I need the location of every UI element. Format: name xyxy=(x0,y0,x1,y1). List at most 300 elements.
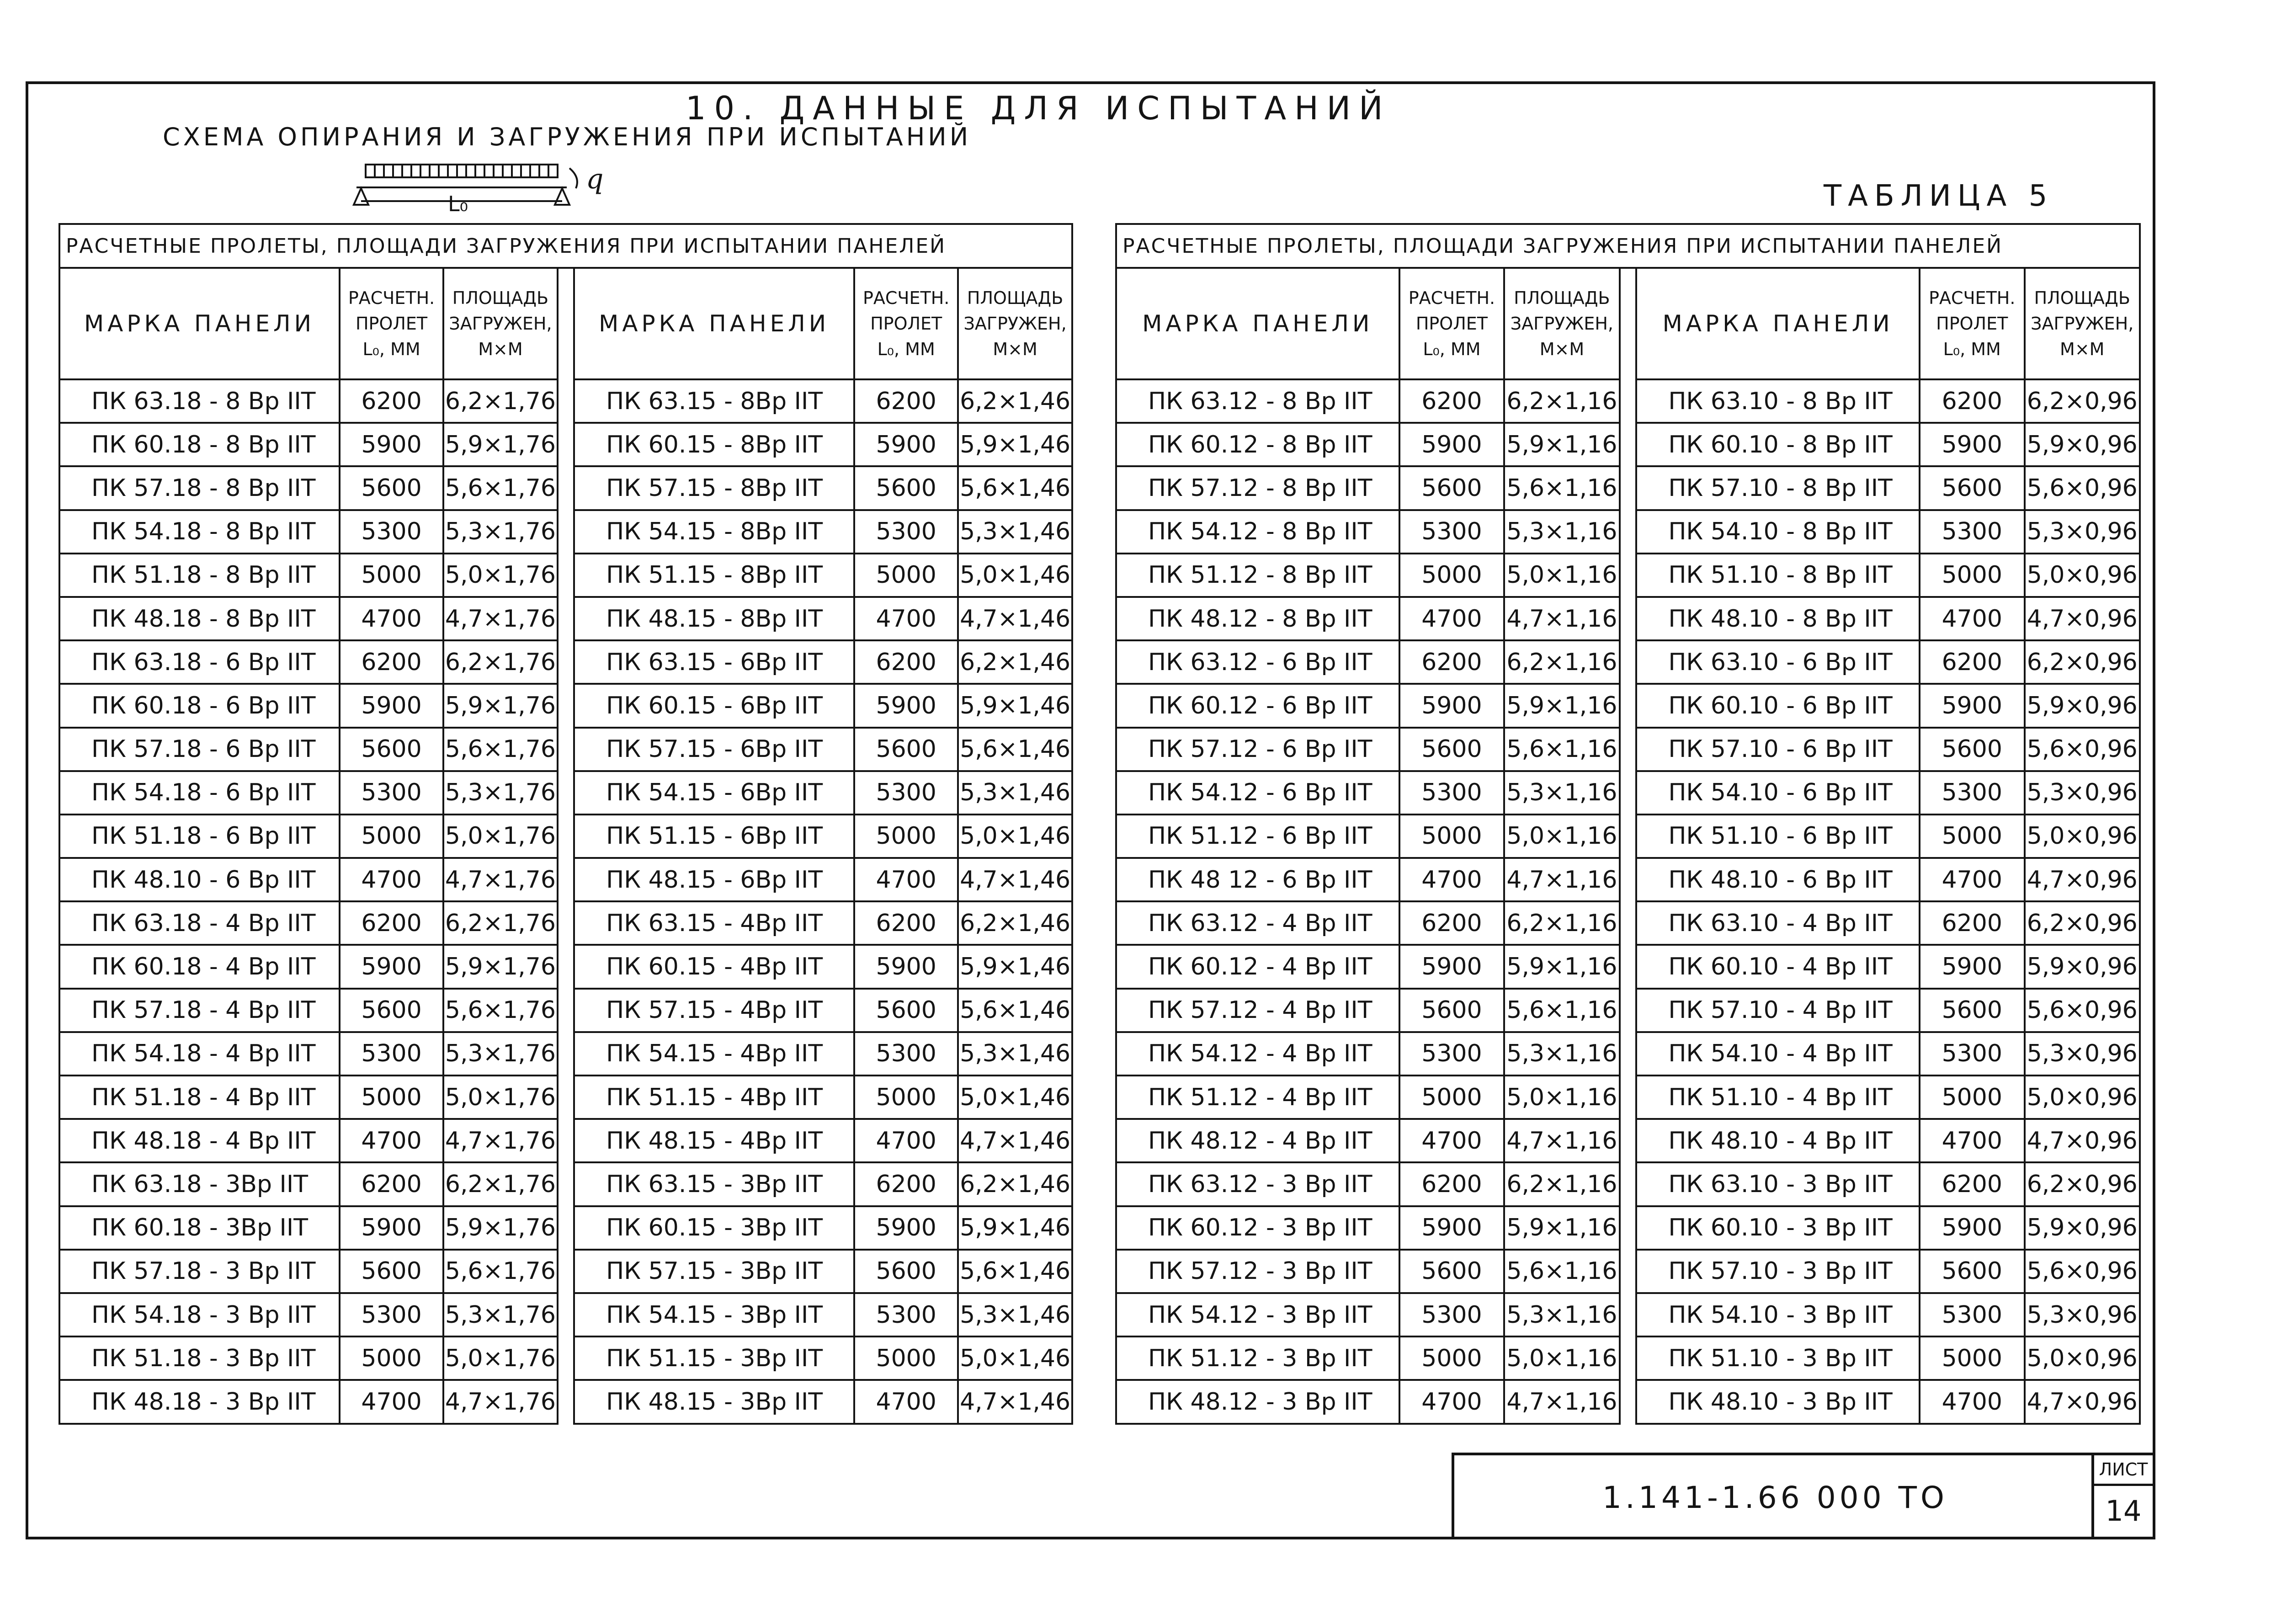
table-row xyxy=(59,728,1072,771)
area-value: 5,0×1,76 xyxy=(443,1336,558,1380)
span-value: 5900 xyxy=(854,945,958,988)
span-value: 5600 xyxy=(1399,466,1505,510)
table-row xyxy=(59,1162,1072,1206)
panel-mark: ПК 48.12 - 8 Вр IIТ xyxy=(1116,597,1399,640)
span-value: 5900 xyxy=(340,684,443,727)
column-gap xyxy=(558,1076,574,1119)
column-gap xyxy=(558,1336,574,1380)
column-gap xyxy=(1620,466,1637,510)
table-row xyxy=(59,1076,1072,1119)
table-row xyxy=(59,901,1072,945)
area-value: 5,9×1,16 xyxy=(1504,1206,1619,1250)
table-row xyxy=(1116,379,2140,423)
span-value: 5000 xyxy=(854,1076,958,1119)
span-value: 5600 xyxy=(1920,466,2025,510)
title-block xyxy=(1452,1453,2155,1539)
area-value: 6,2×1,46 xyxy=(958,379,1072,423)
panel-mark: ПК 57.12 - 3 Вр IIТ xyxy=(1116,1250,1399,1293)
panel-mark: ПК 48.10 - 3 Вр IIТ xyxy=(1636,1380,1920,1423)
table-row xyxy=(1116,1336,2140,1380)
area-value: 5,6×1,16 xyxy=(1504,989,1619,1032)
right-table xyxy=(1115,223,2141,1425)
span-value: 5600 xyxy=(854,728,958,771)
area-value: 5,6×1,46 xyxy=(958,466,1072,510)
area-value: 5,0×1,16 xyxy=(1504,1336,1619,1380)
span-value: 4700 xyxy=(1399,858,1505,901)
panel-mark: ПК 57.12 - 4 Вр IIТ xyxy=(1116,989,1399,1032)
panel-mark: ПК 60.15 - 3Вр IIТ xyxy=(574,1206,854,1250)
panel-mark: ПК 60.10 - 4 Вр IIТ xyxy=(1636,945,1920,988)
panel-mark: ПК 54.15 - 3Вр IIТ xyxy=(574,1293,854,1336)
area-value: 5,0×1,46 xyxy=(958,815,1072,858)
area-value: 5,3×1,76 xyxy=(443,510,558,554)
span-value: 5900 xyxy=(1399,1206,1505,1250)
table-row xyxy=(1116,510,2140,554)
span-value: 6200 xyxy=(1399,901,1505,945)
panel-mark: ПК 54.10 - 8 Вр IIТ xyxy=(1636,510,1920,554)
table-row xyxy=(1116,1076,2140,1119)
column-gap xyxy=(558,901,574,945)
area-value: 4,7×0,96 xyxy=(2025,597,2140,640)
span-value: 5300 xyxy=(854,1293,958,1336)
span-value: 6200 xyxy=(1399,640,1505,684)
area-value: 5,6×0,96 xyxy=(2025,1250,2140,1293)
panel-mark: ПК 48.10 - 6 Вр IIТ xyxy=(59,858,340,901)
area-value: 6,2×1,46 xyxy=(958,1162,1072,1206)
span-value: 5000 xyxy=(1399,554,1505,597)
span-value: 5000 xyxy=(1399,1336,1505,1380)
area-value: 5,3×1,76 xyxy=(443,771,558,815)
area-value: 6,2×1,76 xyxy=(443,640,558,684)
table-row xyxy=(59,815,1072,858)
area-value: 4,7×1,76 xyxy=(443,597,558,640)
span-value: 5600 xyxy=(854,1250,958,1293)
table-row xyxy=(1116,989,2140,1032)
area-value: 5,9×1,16 xyxy=(1504,684,1619,727)
area-value: 5,9×1,76 xyxy=(443,684,558,727)
column-gap xyxy=(558,989,574,1032)
table-row xyxy=(1116,1380,2140,1423)
panel-mark: ПК 60.10 - 3 Вр IIТ xyxy=(1636,1206,1920,1250)
panel-mark: ПК 51.18 - 8 Вр IIТ xyxy=(59,554,340,597)
table-row xyxy=(59,466,1072,510)
panel-mark: ПК 60.15 - 8Вр IIТ xyxy=(574,423,854,466)
column-gap xyxy=(1620,640,1637,684)
area-value: 5,6×1,46 xyxy=(958,728,1072,771)
column-gap xyxy=(1620,989,1637,1032)
table-row xyxy=(59,989,1072,1032)
area-value: 5,0×1,16 xyxy=(1504,815,1619,858)
panel-mark: ПК 48.18 - 8 Вр IIТ xyxy=(59,597,340,640)
area-value: 4,7×0,96 xyxy=(2025,1380,2140,1423)
panel-mark: ПК 51.12 - 4 Вр IIТ xyxy=(1116,1076,1399,1119)
table-row xyxy=(1116,858,2140,901)
panel-mark: ПК 60.12 - 3 Вр IIТ xyxy=(1116,1206,1399,1250)
area-value: 5,9×1,76 xyxy=(443,1206,558,1250)
table-row xyxy=(59,597,1072,640)
panel-mark: ПК 51.18 - 3 Вр IIТ xyxy=(59,1336,340,1380)
span-value: 5300 xyxy=(1920,1032,2025,1076)
panel-mark: ПК 51.12 - 8 Вр IIТ xyxy=(1116,554,1399,597)
area-value: 5,6×1,16 xyxy=(1504,728,1619,771)
area-value: 4,7×1,46 xyxy=(958,1119,1072,1162)
area-value: 5,0×0,96 xyxy=(2025,554,2140,597)
panel-mark: ПК 57.15 - 3Вр IIТ xyxy=(574,1250,854,1293)
area-value: 5,9×1,46 xyxy=(958,1206,1072,1250)
span-value: 5000 xyxy=(340,1336,443,1380)
column-gap xyxy=(1620,728,1637,771)
panel-mark: ПК 57.10 - 3 Вр IIТ xyxy=(1636,1250,1920,1293)
panel-mark: ПК 54.18 - 4 Вр IIТ xyxy=(59,1032,340,1076)
area-value: 5,3×1,46 xyxy=(958,1293,1072,1336)
area-value: 5,9×1,46 xyxy=(958,423,1072,466)
column-gap xyxy=(558,684,574,727)
col-header-span: РАСЧЕТН. ПРОЛЕТ L₀, ММ xyxy=(1399,268,1505,379)
table-row xyxy=(1116,1293,2140,1336)
table-row xyxy=(1116,728,2140,771)
area-value: 5,3×1,16 xyxy=(1504,1032,1619,1076)
panel-mark: ПК 57.18 - 4 Вр IIТ xyxy=(59,989,340,1032)
col-header-area: ПЛОЩАДЬ ЗАГРУЖЕН, М×М xyxy=(2025,268,2140,379)
span-value: 4700 xyxy=(340,597,443,640)
panel-mark: ПК 57.12 - 8 Вр IIТ xyxy=(1116,466,1399,510)
span-value: 5900 xyxy=(1399,684,1505,727)
area-value: 6,2×1,16 xyxy=(1504,901,1619,945)
scheme-load-band xyxy=(366,165,558,177)
table-row xyxy=(59,1119,1072,1162)
panel-mark: ПК 63.12 - 4 Вр IIТ xyxy=(1116,901,1399,945)
span-value: 5000 xyxy=(854,554,958,597)
panel-mark: ПК 48.15 - 4Вр IIТ xyxy=(574,1119,854,1162)
panel-mark: ПК 63.10 - 3 Вр IIТ xyxy=(1636,1162,1920,1206)
span-value: 5900 xyxy=(340,423,443,466)
area-value: 5,0×1,76 xyxy=(443,1076,558,1119)
column-gap xyxy=(558,466,574,510)
panel-mark: ПК 51.18 - 4 Вр IIТ xyxy=(59,1076,340,1119)
panel-mark: ПК 63.15 - 8Вр IIТ xyxy=(574,379,854,423)
span-value: 5000 xyxy=(1399,1076,1505,1119)
column-gap xyxy=(1620,510,1637,554)
col-header-span: РАСЧЕТН. ПРОЛЕТ L₀, ММ xyxy=(340,268,443,379)
span-value: 6200 xyxy=(854,1162,958,1206)
table-row xyxy=(1116,423,2140,466)
area-value: 5,3×1,46 xyxy=(958,1032,1072,1076)
area-value: 4,7×1,16 xyxy=(1504,858,1619,901)
panel-mark: ПК 63.10 - 8 Вр IIТ xyxy=(1636,379,1920,423)
span-value: 5000 xyxy=(340,815,443,858)
panel-mark: ПК 54.10 - 6 Вр IIТ xyxy=(1636,771,1920,815)
panel-mark: ПК 54.15 - 4Вр IIТ xyxy=(574,1032,854,1076)
column-gap xyxy=(558,640,574,684)
panel-mark: ПК 63.18 - 3Вр IIТ xyxy=(59,1162,340,1206)
column-gap xyxy=(1620,554,1637,597)
panel-mark: ПК 57.12 - 6 Вр IIТ xyxy=(1116,728,1399,771)
panel-mark: ПК 51.10 - 6 Вр IIТ xyxy=(1636,815,1920,858)
span-value: 6200 xyxy=(854,901,958,945)
table-row xyxy=(1116,684,2140,727)
left-group-caption: РАСЧЕТНЫЕ ПРОЛЕТЫ, ПЛОЩАДИ ЗАГРУЖЕНИЯ ПРИ ИСПЫТАНИИ ПАНЕЛЕЙ xyxy=(59,224,1072,268)
area-value: 5,0×1,16 xyxy=(1504,554,1619,597)
left-table xyxy=(59,223,1073,1425)
table-row xyxy=(1116,1119,2140,1162)
area-value: 5,0×1,46 xyxy=(958,1336,1072,1380)
area-value: 5,9×1,16 xyxy=(1504,423,1619,466)
right-table-body xyxy=(1116,379,2140,1424)
area-value: 5,9×0,96 xyxy=(2025,423,2140,466)
panel-mark: ПК 48.15 - 3Вр IIТ xyxy=(574,1380,854,1423)
span-value: 5300 xyxy=(1399,1032,1505,1076)
span-value: 6200 xyxy=(340,901,443,945)
area-value: 6,2×1,76 xyxy=(443,1162,558,1206)
span-value: 4700 xyxy=(1920,858,2025,901)
column-gap xyxy=(558,815,574,858)
span-value: 5300 xyxy=(854,1032,958,1076)
area-value: 5,9×1,16 xyxy=(1504,945,1619,988)
panel-mark: ПК 63.10 - 4 Вр IIТ xyxy=(1636,901,1920,945)
area-value: 5,9×1,76 xyxy=(443,945,558,988)
table-row xyxy=(59,510,1072,554)
panel-mark: ПК 63.15 - 6Вр IIТ xyxy=(574,640,854,684)
document-code: 1.141-1.66 000 ТО xyxy=(1602,1480,1948,1515)
span-value: 5000 xyxy=(340,554,443,597)
span-value: 5300 xyxy=(1920,771,2025,815)
column-gap xyxy=(1620,1076,1637,1119)
panel-mark: ПК 63.12 - 6 Вр IIТ xyxy=(1116,640,1399,684)
area-value: 5,6×1,46 xyxy=(958,1250,1072,1293)
table-row xyxy=(59,945,1072,988)
panel-mark: ПК 60.12 - 6 Вр IIТ xyxy=(1116,684,1399,727)
col-gap xyxy=(558,268,574,379)
panel-mark: ПК 57.15 - 8Вр IIТ xyxy=(574,466,854,510)
panel-mark: ПК 60.18 - 8 Вр IIТ xyxy=(59,423,340,466)
col-header-span: РАСЧЕТН. ПРОЛЕТ L₀, ММ xyxy=(1920,268,2025,379)
column-gap xyxy=(1620,945,1637,988)
span-value: 5300 xyxy=(340,1032,443,1076)
span-value: 5300 xyxy=(1920,1293,2025,1336)
panel-mark: ПК 57.18 - 8 Вр IIТ xyxy=(59,466,340,510)
column-gap xyxy=(1620,1336,1637,1380)
area-value: 5,3×1,46 xyxy=(958,771,1072,815)
area-value: 6,2×1,16 xyxy=(1504,379,1619,423)
panel-mark: ПК 48.12 - 4 Вр IIТ xyxy=(1116,1119,1399,1162)
span-value: 6200 xyxy=(1920,379,2025,423)
area-value: 5,6×0,96 xyxy=(2025,989,2140,1032)
table-row xyxy=(1116,466,2140,510)
column-gap xyxy=(558,1119,574,1162)
area-value: 4,7×1,46 xyxy=(958,1380,1072,1423)
panel-mark: ПК 48.15 - 6Вр IIТ xyxy=(574,858,854,901)
area-value: 5,0×0,96 xyxy=(2025,1336,2140,1380)
area-value: 5,6×1,76 xyxy=(443,466,558,510)
span-value: 6200 xyxy=(854,640,958,684)
span-value: 5300 xyxy=(1399,510,1505,554)
col-header-area: ПЛОЩАДЬ ЗАГРУЖЕН, М×М xyxy=(958,268,1072,379)
panel-mark: ПК 51.15 - 3Вр IIТ xyxy=(574,1336,854,1380)
panel-mark: ПК 57.10 - 8 Вр IIТ xyxy=(1636,466,1920,510)
scheme-load-hatch xyxy=(375,165,548,177)
area-value: 5,3×0,96 xyxy=(2025,1293,2140,1336)
column-gap xyxy=(558,728,574,771)
table-row xyxy=(59,554,1072,597)
panel-mark: ПК 60.15 - 6Вр IIТ xyxy=(574,684,854,727)
area-value: 6,2×1,46 xyxy=(958,901,1072,945)
span-value: 4700 xyxy=(340,858,443,901)
column-gap xyxy=(1620,597,1637,640)
area-value: 5,3×1,76 xyxy=(443,1293,558,1336)
column-gap xyxy=(1620,901,1637,945)
panel-mark: ПК 48.10 - 8 Вр IIТ xyxy=(1636,597,1920,640)
area-value: 5,9×0,96 xyxy=(2025,945,2140,988)
panel-mark: ПК 51.10 - 8 Вр IIТ xyxy=(1636,554,1920,597)
column-gap xyxy=(1620,684,1637,727)
area-value: 5,3×0,96 xyxy=(2025,510,2140,554)
column-gap xyxy=(1620,1206,1637,1250)
area-value: 5,0×1,76 xyxy=(443,554,558,597)
area-value: 4,7×1,76 xyxy=(443,858,558,901)
right-table-group xyxy=(1115,223,2141,1425)
span-value: 5300 xyxy=(854,510,958,554)
area-value: 5,3×1,46 xyxy=(958,510,1072,554)
span-value: 5900 xyxy=(1920,684,2025,727)
panel-mark: ПК 54.18 - 8 Вр IIТ xyxy=(59,510,340,554)
column-gap xyxy=(558,1206,574,1250)
panel-mark: ПК 51.10 - 4 Вр IIТ xyxy=(1636,1076,1920,1119)
area-value: 5,6×0,96 xyxy=(2025,728,2140,771)
span-value: 5000 xyxy=(1920,1336,2025,1380)
area-value: 6,2×1,76 xyxy=(443,901,558,945)
table-row xyxy=(1116,597,2140,640)
area-value: 6,2×0,96 xyxy=(2025,379,2140,423)
span-value: 4700 xyxy=(854,1380,958,1423)
column-gap xyxy=(558,554,574,597)
area-value: 4,7×0,96 xyxy=(2025,1119,2140,1162)
span-value: 4700 xyxy=(1920,1380,2025,1423)
panel-mark: ПК 54.15 - 6Вр IIТ xyxy=(574,771,854,815)
table-row xyxy=(1116,1206,2140,1250)
column-gap xyxy=(558,379,574,423)
area-value: 5,9×1,46 xyxy=(958,684,1072,727)
panel-mark: ПК 51.15 - 6Вр IIТ xyxy=(574,815,854,858)
table-row xyxy=(59,379,1072,423)
span-value: 5600 xyxy=(854,989,958,1032)
panel-mark: ПК 60.18 - 4 Вр IIТ xyxy=(59,945,340,988)
area-value: 5,3×1,16 xyxy=(1504,771,1619,815)
span-value: 6200 xyxy=(1399,1162,1505,1206)
span-value: 5300 xyxy=(1399,1293,1505,1336)
column-gap xyxy=(1620,1250,1637,1293)
area-value: 5,9×0,96 xyxy=(2025,1206,2140,1250)
table-row xyxy=(59,1032,1072,1076)
span-value: 5300 xyxy=(340,510,443,554)
area-value: 5,9×1,76 xyxy=(443,423,558,466)
panel-mark: ПК 63.10 - 6 Вр IIТ xyxy=(1636,640,1920,684)
col-header-span: РАСЧЕТН. ПРОЛЕТ L₀, ММ xyxy=(854,268,958,379)
panel-mark: ПК 48 12 - 6 Вр IIТ xyxy=(1116,858,1399,901)
span-value: 5900 xyxy=(854,684,958,727)
col-header-mark: МАРКА ПАНЕЛИ xyxy=(59,268,340,379)
table-row xyxy=(59,1206,1072,1250)
span-value: 6200 xyxy=(1920,1162,2025,1206)
panel-mark: ПК 60.10 - 8 Вр IIТ xyxy=(1636,423,1920,466)
sheet-number-cell xyxy=(2091,1453,2155,1539)
area-value: 5,6×1,76 xyxy=(443,728,558,771)
span-value: 5600 xyxy=(1399,1250,1505,1293)
panel-mark: ПК 51.12 - 3 Вр IIТ xyxy=(1116,1336,1399,1380)
panel-mark: ПК 51.18 - 6 Вр IIТ xyxy=(59,815,340,858)
panel-mark: ПК 63.12 - 8 Вр IIТ xyxy=(1116,379,1399,423)
panel-mark: ПК 60.18 - 6 Вр IIТ xyxy=(59,684,340,727)
span-value: 4700 xyxy=(1920,1119,2025,1162)
span-value: 5600 xyxy=(854,466,958,510)
area-value: 5,0×1,46 xyxy=(958,1076,1072,1119)
panel-mark: ПК 54.12 - 4 Вр IIТ xyxy=(1116,1032,1399,1076)
panel-mark: ПК 48.18 - 4 Вр IIТ xyxy=(59,1119,340,1162)
span-value: 4700 xyxy=(1920,597,2025,640)
span-value: 5900 xyxy=(1920,423,2025,466)
table-row xyxy=(59,1250,1072,1293)
area-value: 6,2×1,16 xyxy=(1504,1162,1619,1206)
col-header-mark: МАРКА ПАНЕЛИ xyxy=(1636,268,1920,379)
panel-mark: ПК 54.12 - 3 Вр IIТ xyxy=(1116,1293,1399,1336)
area-value: 4,7×1,46 xyxy=(958,597,1072,640)
span-value: 4700 xyxy=(854,597,958,640)
span-value: 5600 xyxy=(1920,1250,2025,1293)
area-value: 5,3×1,76 xyxy=(443,1032,558,1076)
area-value: 6,2×1,76 xyxy=(443,379,558,423)
span-value: 5000 xyxy=(854,1336,958,1380)
table-row xyxy=(59,858,1072,901)
page-title: 10. ДАННЫЕ ДЛЯ ИСПЫТАНИЙ xyxy=(686,90,1391,127)
table-row xyxy=(59,1336,1072,1380)
area-value: 5,0×0,96 xyxy=(2025,1076,2140,1119)
span-value: 6200 xyxy=(340,379,443,423)
column-gap xyxy=(558,945,574,988)
panel-mark: ПК 60.15 - 4Вр IIТ xyxy=(574,945,854,988)
span-value: 4700 xyxy=(340,1119,443,1162)
column-gap xyxy=(558,1032,574,1076)
table-row xyxy=(1116,1162,2140,1206)
span-value: 5000 xyxy=(854,815,958,858)
table-row xyxy=(59,684,1072,727)
table-row xyxy=(59,771,1072,815)
panel-mark: ПК 60.12 - 4 Вр IIТ xyxy=(1116,945,1399,988)
table-row xyxy=(1116,901,2140,945)
span-value: 5900 xyxy=(854,423,958,466)
span-value: 5600 xyxy=(340,989,443,1032)
panel-mark: ПК 60.18 - 3Вр IIТ xyxy=(59,1206,340,1250)
span-value: 5300 xyxy=(1399,771,1505,815)
column-gap xyxy=(1620,1293,1637,1336)
span-value: 5000 xyxy=(1920,815,2025,858)
span-value: 5300 xyxy=(1920,510,2025,554)
span-value: 5600 xyxy=(1920,728,2025,771)
panel-mark: ПК 51.12 - 6 Вр IIТ xyxy=(1116,815,1399,858)
panel-mark: ПК 54.15 - 8Вр IIТ xyxy=(574,510,854,554)
support-load-scheme xyxy=(347,159,612,214)
span-value: 5600 xyxy=(340,466,443,510)
panel-mark: ПК 54.18 - 6 Вр IIТ xyxy=(59,771,340,815)
area-value: 5,6×1,16 xyxy=(1504,1250,1619,1293)
area-value: 5,0×1,46 xyxy=(958,554,1072,597)
area-value: 5,6×1,46 xyxy=(958,989,1072,1032)
table-label: ТАБЛИЦА 5 xyxy=(1824,179,2054,213)
scheme-support-right xyxy=(555,188,569,205)
span-value: 5300 xyxy=(340,1293,443,1336)
area-value: 4,7×1,16 xyxy=(1504,1380,1619,1423)
panel-mark: ПК 51.10 - 3 Вр IIТ xyxy=(1636,1336,1920,1380)
panel-mark: ПК 63.15 - 3Вр IIТ xyxy=(574,1162,854,1206)
area-value: 4,7×1,76 xyxy=(443,1119,558,1162)
